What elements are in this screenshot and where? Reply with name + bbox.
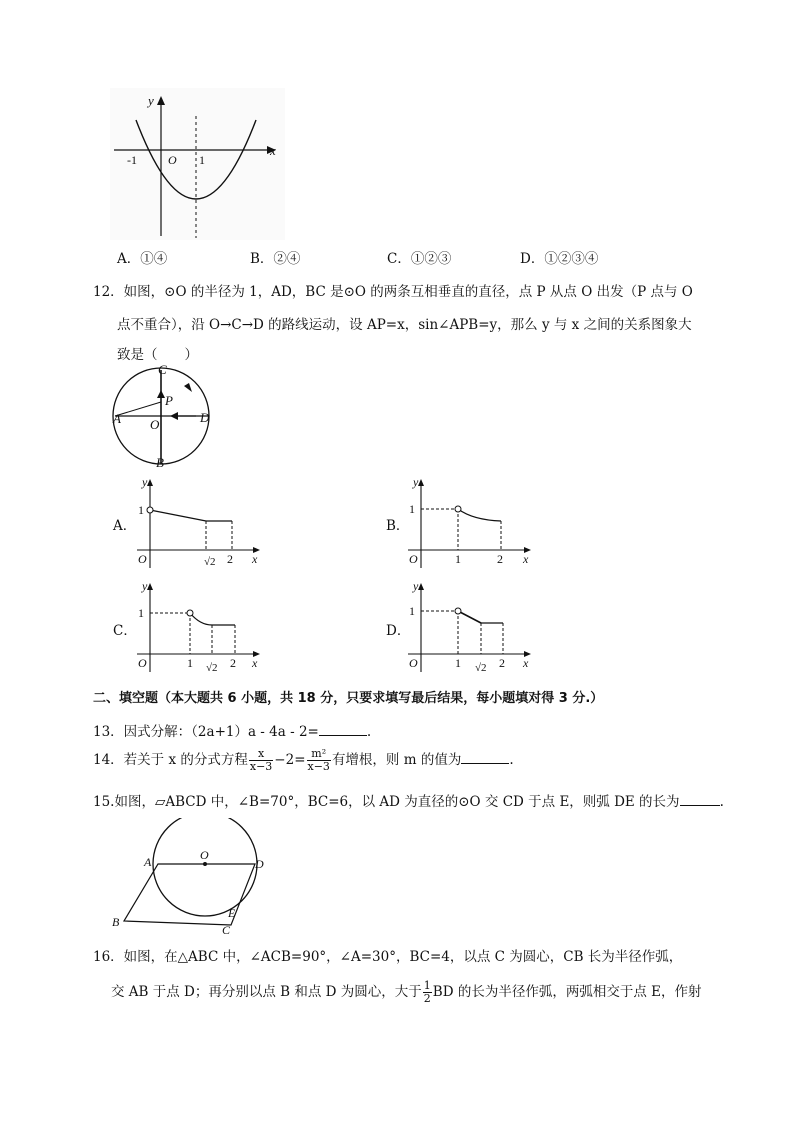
svg-text:1: 1 bbox=[138, 606, 144, 620]
svg-text:1: 1 bbox=[455, 656, 461, 670]
q15-answer-blank[interactable] bbox=[680, 793, 720, 806]
y-label: y bbox=[148, 93, 154, 108]
svg-text:y: y bbox=[142, 475, 148, 489]
label-c: C bbox=[158, 362, 167, 377]
svg-text:2: 2 bbox=[481, 662, 487, 674]
svg-text:2: 2 bbox=[210, 556, 216, 568]
tick-minus-one: -1 bbox=[127, 153, 137, 167]
svg-text:C: C bbox=[222, 923, 231, 934]
q16-line-1: 16．如图，在△ABC 中，∠ACB=90°，∠A=30°，BC=4，以点 C 为圆心，CB 长为半径作弧， bbox=[93, 949, 683, 965]
y-arrow-icon bbox=[418, 583, 424, 590]
svg-text:2: 2 bbox=[212, 662, 218, 674]
svg-text:B: B bbox=[112, 915, 120, 929]
label-p: P bbox=[165, 393, 173, 408]
open-point bbox=[187, 610, 193, 616]
open-point bbox=[147, 507, 153, 513]
svg-text:√: √ bbox=[475, 662, 482, 674]
svg-text:O: O bbox=[409, 656, 418, 670]
q13-answer-blank[interactable] bbox=[319, 723, 367, 736]
segment-ap bbox=[115, 402, 161, 416]
svg-text:y: y bbox=[142, 579, 148, 593]
q11-option-b[interactable]: B．②④ bbox=[250, 251, 301, 267]
svg-text:1: 1 bbox=[409, 604, 415, 618]
q12-graph-a[interactable] bbox=[132, 474, 262, 570]
q12-line-1: 12．如图，⊙O 的半径为 1，AD，BC 是⊙O 的两条互相垂直的直径，点 P 从点 O 出发（P 点与 O bbox=[93, 284, 693, 300]
q14-fraction-1: $\frac{x}{x-3}$ bbox=[249, 747, 273, 773]
q12-line-2: 点不重合），沿 O→C→D 的路线运动，设 AP=x，sin∠APB=y，那么 y 与 x 之间的关系图象大 bbox=[117, 317, 692, 333]
svg-text:O: O bbox=[138, 552, 147, 566]
q11-option-d[interactable]: D．①②③④ bbox=[520, 251, 599, 267]
q14-answer-blank[interactable] bbox=[461, 751, 509, 764]
circle-o bbox=[153, 818, 257, 916]
label-d: D bbox=[200, 410, 210, 425]
q12-graph-d[interactable] bbox=[403, 578, 533, 674]
svg-text:E: E bbox=[228, 906, 236, 920]
curve-decreasing bbox=[150, 510, 206, 521]
section-2-heading: 二、填空题（本大题共 6 小题，共 18 分，只要求填写最后结果，每小题填对得 3 分.） bbox=[93, 691, 604, 706]
q15-figure bbox=[110, 818, 270, 934]
svg-text:√: √ bbox=[206, 662, 213, 674]
arc-arrow-icon bbox=[184, 383, 192, 392]
parallelogram-abcd bbox=[124, 864, 255, 925]
q12-graph-b[interactable] bbox=[403, 474, 533, 570]
svg-text:2: 2 bbox=[499, 656, 505, 670]
q12-option-b-label[interactable]: B． bbox=[386, 518, 410, 534]
q14: 14．若关于 x 的分式方程 $\frac{x}{x-3}$ −2= $\frac{\text{m²}}{x-3}$ 有增根，则 m 的值为 . bbox=[93, 747, 514, 773]
svg-text:x: x bbox=[252, 656, 258, 670]
svg-text:x: x bbox=[252, 552, 258, 566]
svg-text:D: D bbox=[255, 857, 264, 871]
curve-decreasing bbox=[458, 611, 481, 623]
center-dot bbox=[203, 862, 207, 866]
svg-text:O: O bbox=[200, 848, 209, 862]
curve bbox=[458, 509, 501, 521]
q12-option-c-label[interactable]: C． bbox=[113, 623, 137, 639]
svg-text:O: O bbox=[138, 656, 147, 670]
q13: 13．因式分解：（2a+1）a - 4a - 2= . bbox=[93, 724, 372, 740]
svg-text:O: O bbox=[409, 552, 418, 566]
y-arrow-icon bbox=[147, 583, 153, 590]
svg-text:x: x bbox=[523, 656, 529, 670]
q12-circle-figure bbox=[110, 362, 220, 470]
q12-line-3: 致是（ ） bbox=[117, 347, 198, 363]
y-arrow-icon bbox=[147, 479, 153, 486]
arrow-up-icon bbox=[157, 390, 165, 398]
q14-fraction-2: $\frac{\text{m²}}{x-3}$ bbox=[307, 747, 330, 773]
svg-text:x: x bbox=[523, 552, 529, 566]
open-point bbox=[455, 506, 461, 512]
q15: 15.如图，▱ABCD 中，∠B=70°，BC=6，以 AD 为直径的⊙O 交 CD 于点 E，则弧 DE 的长为 . bbox=[93, 794, 724, 810]
q11-option-c[interactable]: C．①②③ bbox=[387, 251, 452, 267]
svg-text:1: 1 bbox=[187, 656, 193, 670]
open-point bbox=[455, 608, 461, 614]
q12-option-d-label[interactable]: D． bbox=[386, 623, 411, 639]
svg-text:2: 2 bbox=[230, 656, 236, 670]
svg-text:2: 2 bbox=[497, 552, 503, 566]
svg-text:1: 1 bbox=[409, 502, 415, 516]
origin-label: O bbox=[168, 153, 177, 167]
q12-option-a-label[interactable]: A． bbox=[113, 518, 137, 534]
q16-line-2: 交 AB 于点 D；再分别以点 B 和点 D 为圆心，大于 $\frac{1}{2}$ BD 的长为半径作弧，两弧相交于点 E，作射 bbox=[111, 979, 702, 1005]
y-arrow-icon bbox=[418, 479, 424, 486]
q11-option-a[interactable]: A．①④ bbox=[117, 251, 168, 267]
label-o: O bbox=[150, 417, 160, 432]
svg-text:2: 2 bbox=[227, 552, 233, 566]
arrow-left-icon bbox=[170, 412, 178, 420]
svg-text:y: y bbox=[413, 579, 419, 593]
label-a: A bbox=[113, 411, 121, 426]
q16-fraction: $\frac{1}{2}$ bbox=[423, 979, 431, 1005]
svg-text:y: y bbox=[413, 475, 419, 489]
curve bbox=[190, 613, 212, 625]
q11-parabola-figure bbox=[110, 88, 285, 240]
svg-text:A: A bbox=[144, 855, 152, 869]
label-b: B bbox=[156, 455, 164, 470]
svg-text:1: 1 bbox=[455, 552, 461, 566]
q12-graph-c[interactable] bbox=[132, 578, 262, 674]
svg-text:√: √ bbox=[204, 556, 211, 568]
svg-text:1: 1 bbox=[138, 503, 144, 517]
tick-one: 1 bbox=[199, 153, 205, 167]
x-label: x bbox=[270, 143, 276, 158]
